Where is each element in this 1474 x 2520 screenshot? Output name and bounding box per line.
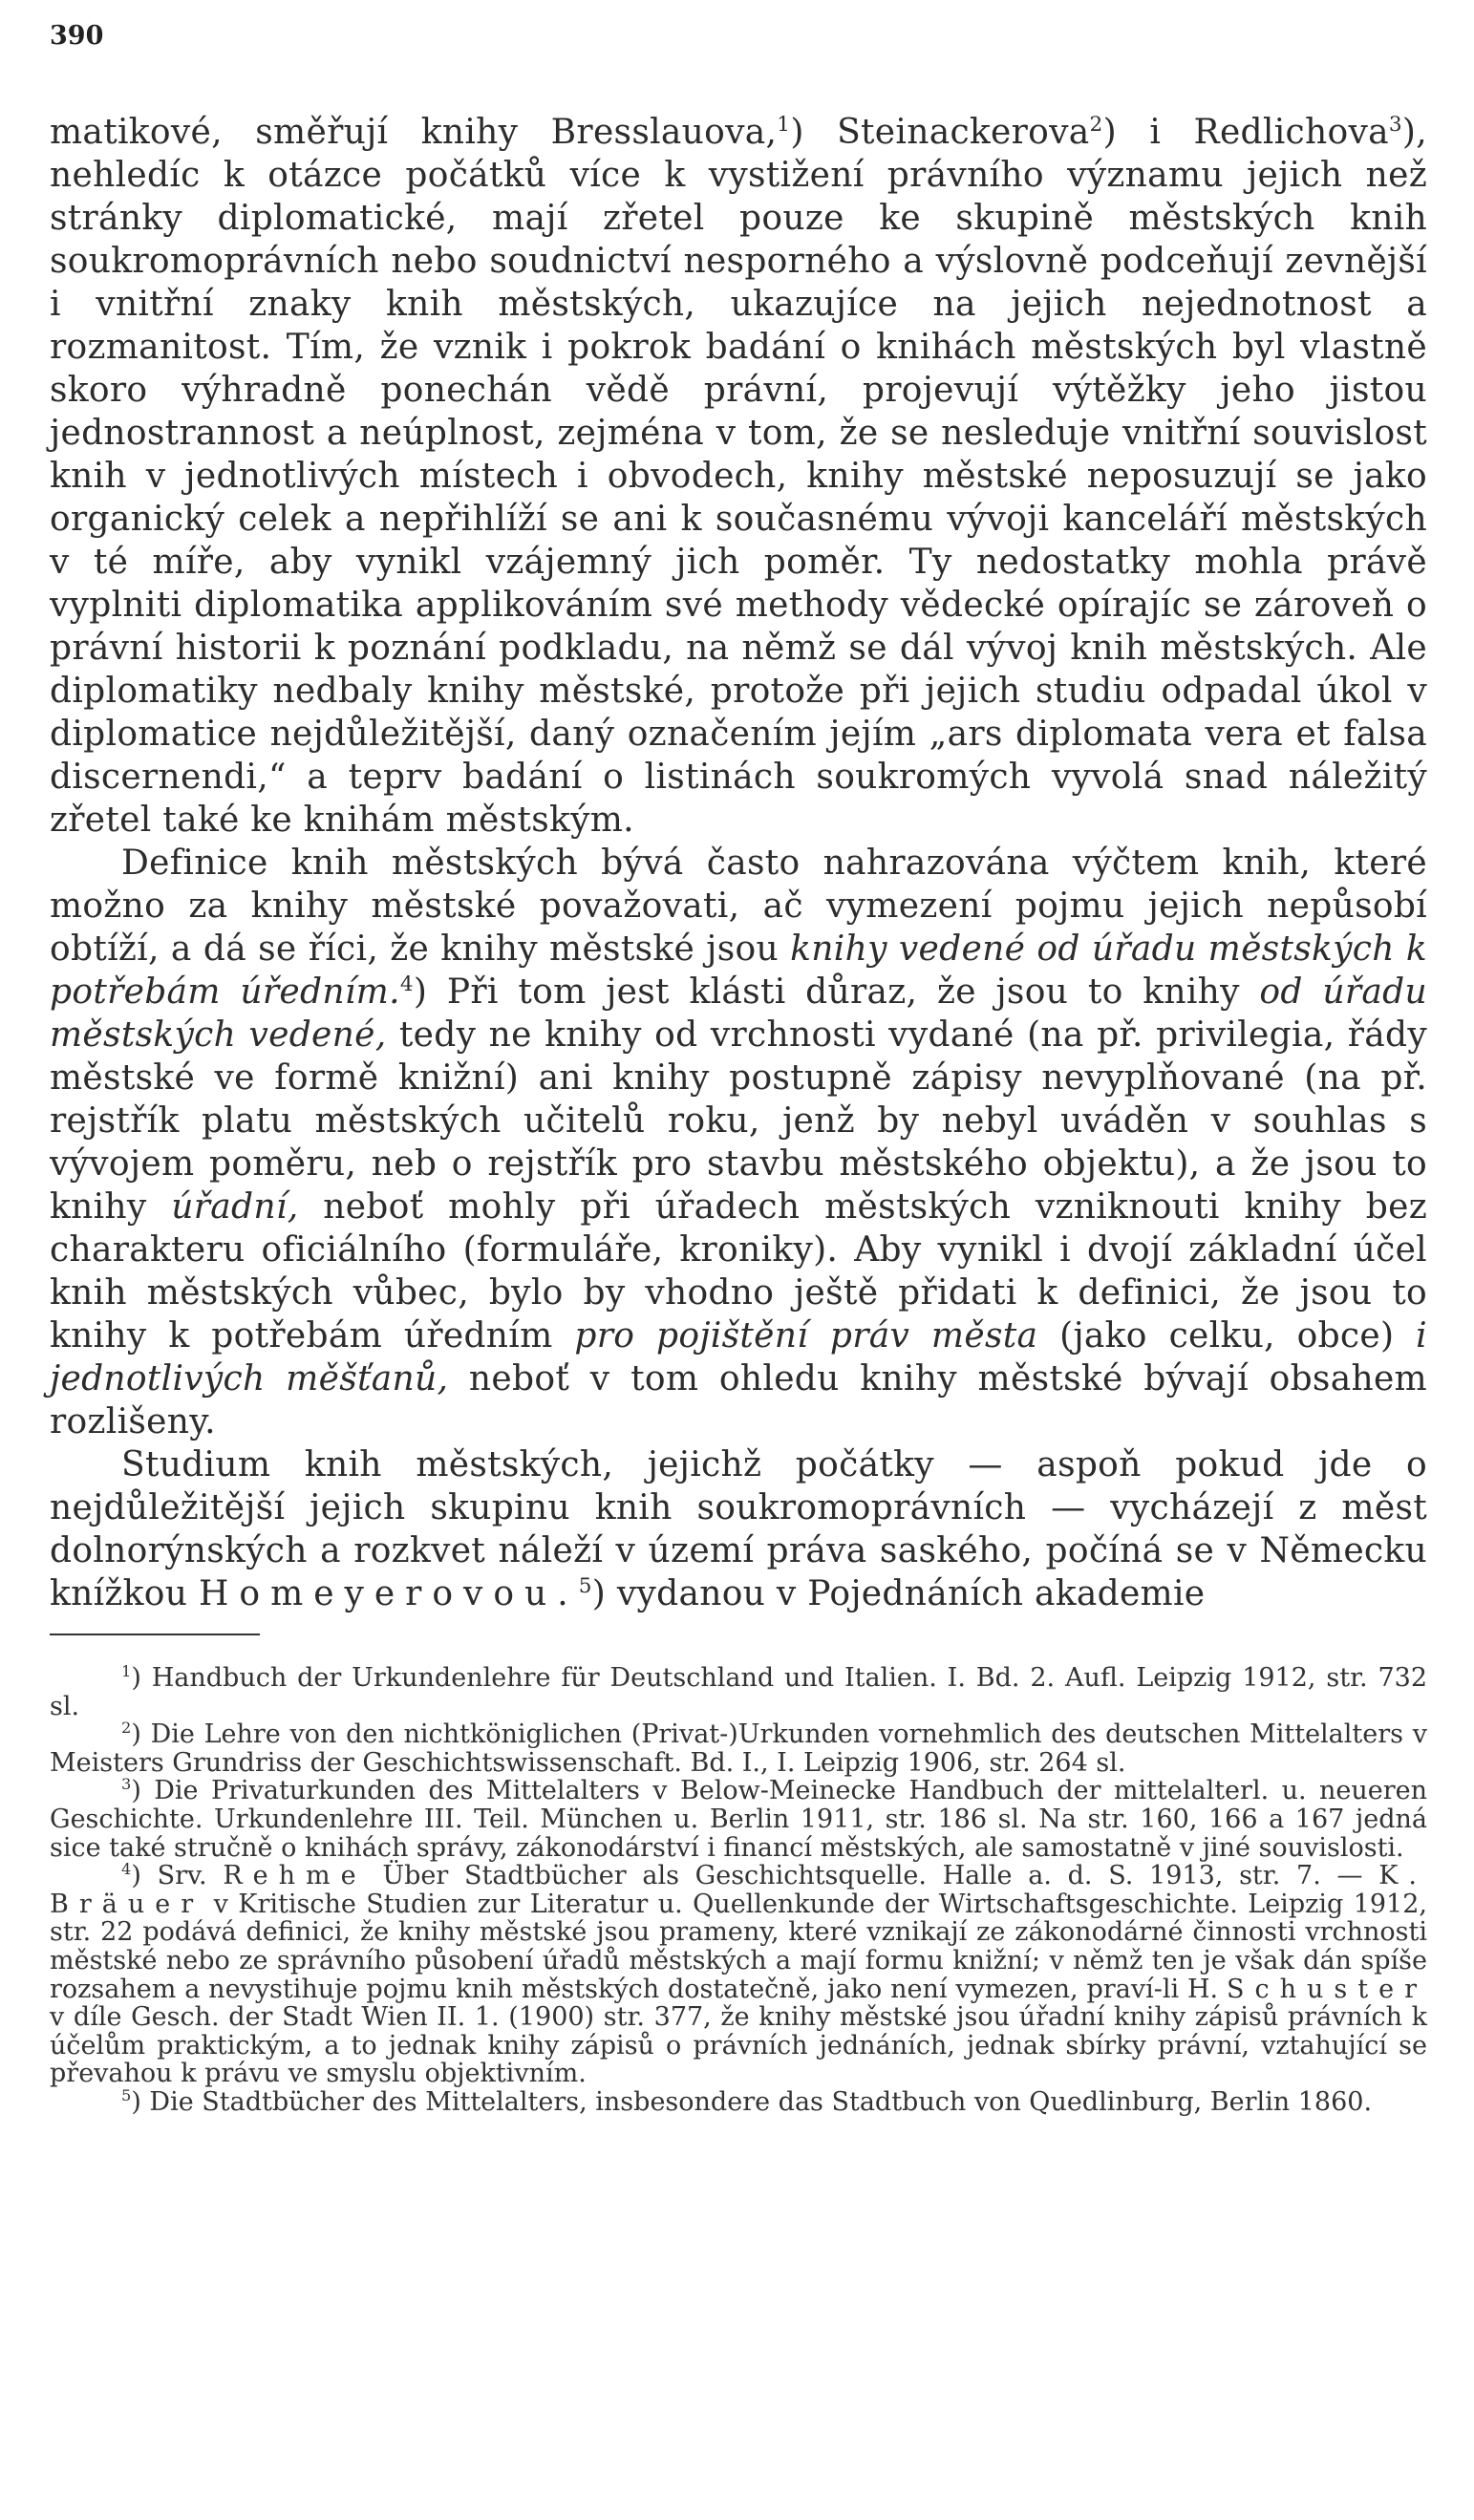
footnote bbox=[50, 1664, 1427, 1720]
text-run: neboť v tom ohledu knihy městské bývají obsahem rozlišeny. bbox=[50, 1359, 1427, 1442]
italic-text: od úřadu městských vedené, bbox=[50, 972, 1427, 1055]
footnote-ref: 4 bbox=[399, 972, 414, 996]
spaced-name: Rehme bbox=[223, 1861, 367, 1891]
footnote bbox=[50, 2085, 1427, 2117]
footnote-divider bbox=[50, 1634, 260, 1635]
text-run: Studium knih městských, jejichž počátky — aspoň pokud jde o nejdůležitější jejich skupinu knih soukromoprávních — vycházejí z měst dolnorýnských a rozkvet náleží v území práva saského, počíná se v Německu knížkou bbox=[50, 1445, 1427, 1613]
spaced-name: Schuster bbox=[1227, 1974, 1427, 2004]
spaced-name: K. Bräuer bbox=[50, 1861, 1427, 1919]
italic-text: pro pojištění práv města bbox=[574, 1316, 1038, 1356]
footnote-ref: 1 bbox=[777, 113, 791, 137]
text-run: Über Stadtbücher als Geschichtsquelle. Halle a. d. S. 1913, str. 7. — bbox=[366, 1861, 1379, 1891]
text-run: Definice knih městských bývá často nahrazována výčtem knih, které možno za knihy městské považovati, ač vymezení pojmu jejich nepůsobí obtíží, a dá se říci, že knihy městské jsou bbox=[50, 844, 1427, 969]
italic-text: knihy vedené od úřadu městských k potřebám úředním. bbox=[50, 929, 1427, 1012]
footnotes bbox=[50, 1664, 1427, 2117]
footnote-ref: 5 bbox=[578, 1574, 592, 1598]
text-run: ) Při tom jest klásti důraz, že jsou to knihy bbox=[413, 972, 1260, 1012]
text-run: ) i Redlichova bbox=[1102, 113, 1389, 152]
text-run: v díle Gesch. der Stadt Wien II. 1. (1900) str. 377, že knihy městské jsou úřadní knihy zápisů právních k účelům praktickým, a to jednak knihy zápisů o právních jednáních, jednak sbírky právní, vztahující se převahou k právu ve smyslu objektivním. bbox=[50, 2002, 1427, 2089]
body-text bbox=[50, 111, 1427, 1615]
italic-text: i jednotlivých měšťanů, bbox=[50, 1316, 1427, 1399]
text-run: ) Die Privaturkunden des Mittelalters v Below-Meinecke Handbuch der mittelalterl. u. neueren Geschichte. Urkundenlehre III. Teil. München u. Berlin 1911, str. 186 sl. Na str. 160, 166 a 167 jedná sice také stručně o knihách správy, zákonodárství i financí městských, ale samostatně v jiné souvislosti. bbox=[50, 1776, 1427, 1863]
page-number: 390 bbox=[50, 21, 104, 51]
paragraph bbox=[50, 1443, 1427, 1615]
spaced-name: Homeyerovou. bbox=[199, 1574, 579, 1613]
text-run: neboť mohly při úřadech městských vzniknouti knihy bez charakteru oficiálního (formuláře, kroniky). Aby vynikl i dvojí základní účel knih městských vůbec, bylo by vhodno ještě přidati k definici, že jsou to knihy k potřebám úředním bbox=[50, 1187, 1427, 1356]
footnote-ref: 4 bbox=[121, 1860, 132, 1879]
footnote-ref: 3 bbox=[1388, 113, 1402, 137]
footnote bbox=[50, 1720, 1427, 1777]
footnote bbox=[50, 1862, 1427, 2088]
text-run: v Kritische Studien zur Literatur u. Quellenkunde der Wirtschaftsgeschichte. Leipzig 1912, str. 22 podává definici, že knihy městské jsou prameny, které vznikají ze zákonodárné činnosti vrchnosti městské nebo ze správního působení úřadů městských a mají formu knižní; v němž ten je však dán spíše rozsahem a nevystihuje pojmu knih městských dostatečně, jako není vymezen, praví-li H. bbox=[50, 1889, 1427, 2004]
text-run: ) Handbuch der Urkundenlehre für Deutschland und Italien. I. Bd. 2. Aufl. Leipzig 1912, str. 732 sl. bbox=[50, 1663, 1427, 1721]
text-run: (jako celku, obce) bbox=[1037, 1316, 1417, 1356]
paragraph bbox=[50, 111, 1427, 842]
text-run: matikové, směřují knihy Bresslauova, bbox=[50, 113, 778, 152]
footnote-ref: 5 bbox=[121, 2085, 132, 2104]
text-run: tedy ne knihy od vrchnosti vydané (na př. privilegia, řády městské ve formě knižní) ani knihy postupně zápisy nevyplňované (na př. rejstřík platu městských učitelů roku, jenž by nebyl uváděn v souhlas s vývojem poměru, neb o rejstřík pro stavbu městského objektu), a že jsou to knihy bbox=[50, 1015, 1427, 1227]
text-run: ) Steinackerova bbox=[790, 113, 1090, 152]
text-run: ) vydanou v Pojednáních akademie bbox=[591, 1574, 1206, 1613]
text-run: ) Srv. bbox=[131, 1861, 224, 1891]
footnote-ref: 2 bbox=[121, 1719, 132, 1738]
text-run: ) Die Lehre von den nichtköniglichen (Privat-)Urkunden vornehmlich des deutschen Mittelalters v Meisters Grundriss der Geschichtswissenschaft. Bd. I., I. Leipzig 1906, str. 264 sl. bbox=[50, 1719, 1427, 1778]
text-run: ) Die Stadtbücher des Mittelalters, insbesondere das Stadtbuch von Quedlinburg, Berlin 1860. bbox=[131, 2086, 1373, 2117]
text-run: ), nehledíc k otázce počátků více k vystižení právního významu jejich než stránky diplomatické, mají zřetel pouze ke skupině městských knih soukromoprávních nebo soudnictví nesporného a výslovně podceňují zevnější i vnitřní znaky knih městských, ukazujíce na jejich nejednotnost a rozmanitost. Tím, že vznik i pokrok badání o knihách městských byl vlastně skoro výhradně ponechán vědě právní, projevují výtěžky jeho jistou jednostrannost a neúplnost, zejména v tom, že se nesleduje vnitřní souvislost knih v jednotlivých místech i obvodech, knihy městské neposuzují se jako organický celek a nepřihlíží se ani k současnému vývoji kanceláří městských v té míře, aby vynikl vzájemný jich poměr. Ty nedostatky mohla právě vyplniti diplomatika applikováním své methody vědecké opírajíc se zároveň o právní historii k poznání podkladu, na němž se dál vývoj knih městských. Ale diplomatiky nedbaly knihy městské, protože při jejich studiu odpadal úkol v diplomatice nejdůležitější, daný označením jejím „ars diplomata vera et falsa discernendi,“ a teprv badání o listinách soukromých vyvolá snad náležitý zřetel také ke knihám městským. bbox=[50, 113, 1427, 840]
italic-text: úřadní, bbox=[171, 1187, 299, 1227]
footnote bbox=[50, 1777, 1427, 1862]
footnote-ref: 3 bbox=[121, 1775, 132, 1794]
footnote-ref: 2 bbox=[1089, 113, 1103, 137]
paragraph bbox=[50, 842, 1427, 1443]
footnote-ref: 1 bbox=[121, 1662, 132, 1680]
